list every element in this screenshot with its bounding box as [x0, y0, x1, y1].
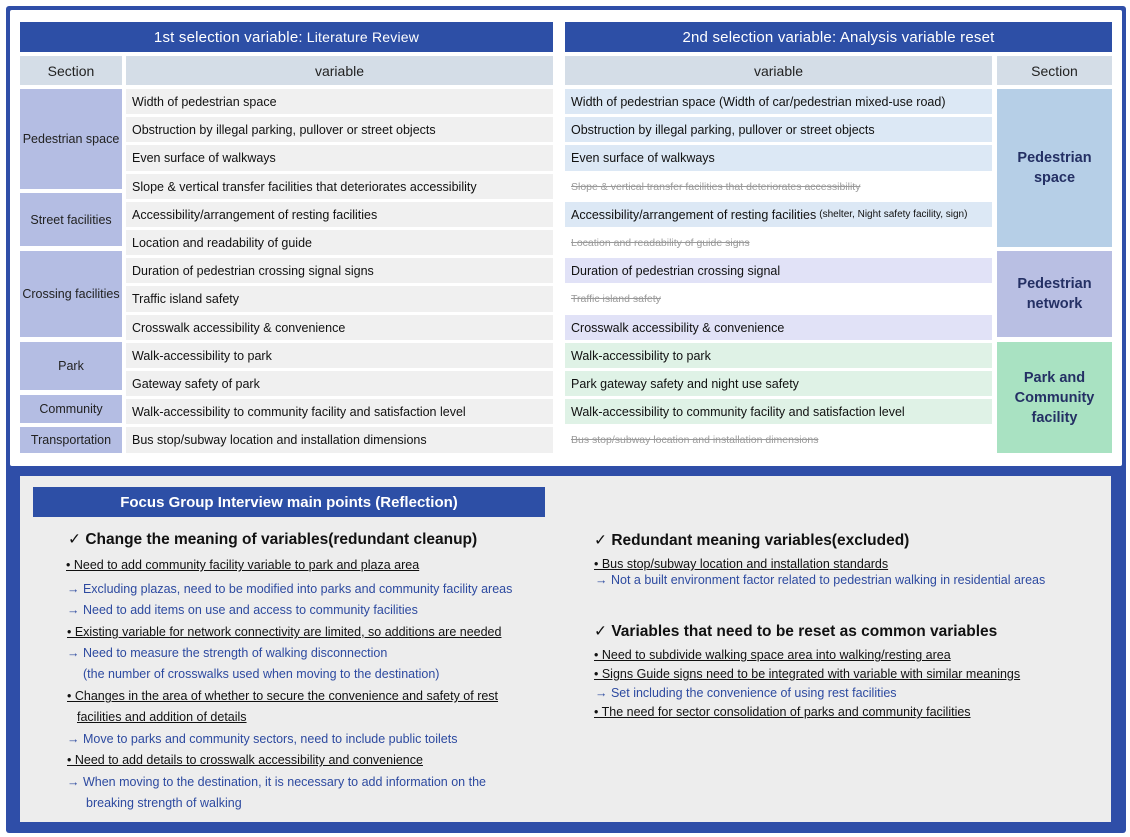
right-row	[565, 399, 992, 424]
left-section-park: Park	[20, 342, 122, 390]
right-row-text: Even surface of walkways	[571, 151, 715, 165]
left-section-pedestrian-space: Pedestrian space	[20, 89, 122, 189]
fgi-arrow: → When moving to the destination, it is necessary to add information on the	[67, 775, 486, 789]
right-row-excluded	[565, 427, 992, 453]
right-row	[565, 371, 992, 396]
right-row	[565, 202, 992, 227]
right-row-text: Location and readability of guide signs	[571, 236, 750, 249]
right-row	[565, 343, 992, 368]
right-table-title: 2nd selection variable: Analysis variable reset	[565, 22, 1112, 52]
left-section-community: Community	[20, 395, 122, 423]
left-heading	[68, 530, 477, 549]
right-row	[565, 145, 992, 171]
left-heading-text: Change the meaning of variables(redundant cleanup)	[85, 531, 478, 548]
left-row: Bus stop/subway location and installation dimensions	[126, 427, 553, 453]
right-row-text: Traffic island safety	[571, 293, 661, 305]
left-variable-header: variable	[126, 56, 553, 85]
left-table-title	[20, 22, 553, 52]
right-row	[565, 117, 992, 142]
right-row-text: Obstruction by illegal parking, pullover or street objects	[571, 122, 875, 137]
left-row: Slope & vertical transfer facilities that deteriorates accessibility	[126, 174, 553, 199]
fgi-arrow: → Move to parks and community sectors, need to include public toilets	[67, 732, 458, 746]
right-row-note: (shelter, Night safety facility, sign)	[819, 209, 968, 220]
fgi-bullet: • The need for sector consolidation of parks and community facilities	[594, 705, 971, 719]
left-row: Walk-accessibility to community facility and satisfaction level	[126, 399, 553, 424]
right-row-text: Walk-accessibility to community facility and satisfaction level	[571, 404, 905, 419]
left-row: Location and readability of guide	[126, 230, 553, 255]
check-icon: ✓	[594, 532, 607, 549]
fgi-arrow: → Excluding plazas, need to be modified into parks and community facility areas	[67, 582, 513, 596]
fgi-bullet: • Bus stop/subway location and installation standards	[594, 557, 889, 571]
check-icon: ✓	[68, 531, 81, 548]
fgi-arrow: → Set including the convenience of using rest facilities	[595, 686, 897, 700]
right-row-excluded	[565, 230, 992, 255]
right-row-excluded	[565, 174, 992, 199]
left-section-crossing-facilities: Crossing facilities	[20, 251, 122, 337]
fgi-arrow: → Not a built environment factor related to pedestrian walking in residential areas	[595, 573, 1046, 587]
fgi-bullet: • Signs Guide signs need to be integrated with variable with similar meanings	[594, 667, 1021, 681]
right-heading-1-text: Redundant meaning variables(excluded)	[611, 532, 910, 549]
right-row	[565, 89, 992, 114]
fgi-bullet: • Changes in the area of whether to secure the convenience and safety of rest	[67, 689, 499, 703]
fgi-arrow: → Need to add items on use and access to community facilities	[67, 603, 418, 617]
left-section-header: Section	[20, 56, 122, 85]
fgi-bullet-continuation: facilities and addition of details	[77, 710, 247, 724]
check-icon: ✓	[594, 623, 607, 640]
fgi-bullet: • Need to add details to crosswalk accessibility and convenience	[67, 753, 423, 767]
right-row-text: Walk-accessibility to park	[571, 348, 711, 363]
left-row: Gateway safety of park	[126, 371, 553, 396]
right-variable-header: variable	[565, 56, 992, 85]
left-row: Width of pedestrian space	[126, 89, 553, 114]
right-row-text: Crosswalk accessibility & convenience	[571, 320, 785, 335]
right-row	[565, 315, 992, 340]
right-row-text: Park gateway safety and night use safety	[571, 376, 799, 391]
fgi-arrow: → Need to measure the strength of walking disconnection	[67, 646, 388, 660]
right-row-text: Duration of pedestrian crossing signal	[571, 263, 781, 278]
left-section-transportation: Transportation	[20, 427, 122, 453]
right-row-text: Width of pedestrian space (Width of car/pedestrian mixed-use road)	[571, 94, 946, 109]
right-row-text: Slope & vertical transfer facilities that deteriorates accessibility	[571, 180, 861, 193]
right-heading-2-text: Variables that need to be reset as common variables	[611, 623, 998, 640]
left-title-sub: Literature Review	[306, 29, 420, 45]
right-row-text: Accessibility/arrangement of resting facilities	[571, 207, 817, 222]
left-title-main: 1st selection variable:	[153, 28, 303, 46]
fgi-bullet: • Need to subdivide walking space area into walking/resting area	[594, 648, 951, 662]
fgi-continuation: breaking strength of walking	[86, 796, 242, 810]
left-row: Accessibility/arrangement of resting facilities	[126, 202, 553, 227]
fgi-bullet: • Existing variable for network connectivity are limited, so additions are needed	[67, 625, 502, 639]
right-row-excluded	[565, 286, 992, 312]
right-heading-1	[594, 531, 909, 550]
fgi-continuation: (the number of crosswalks used when moving to the destination)	[83, 667, 440, 681]
right-heading-2	[594, 622, 997, 641]
right-row-text: Bus stop/subway location and installation dimensions	[571, 434, 819, 446]
left-row: Traffic island safety	[126, 286, 553, 312]
left-section-street-facilities: Street facilities	[20, 193, 122, 246]
fgi-title: Focus Group Interview main points (Reflection)	[33, 487, 545, 517]
left-row: Even surface of walkways	[126, 145, 553, 171]
left-row: Crosswalk accessibility & convenience	[126, 315, 553, 340]
left-row: Walk-accessibility to park	[126, 343, 553, 368]
fgi-bullet: • Need to add community facility variable to park and plaza area	[66, 558, 420, 572]
left-row: Obstruction by illegal parking, pullover or street objects	[126, 117, 553, 142]
left-row: Duration of pedestrian crossing signal signs	[126, 258, 553, 283]
right-section-pedestrian-space: Pedestrian space	[997, 89, 1112, 247]
right-section-park-community: Park and Community facility	[997, 342, 1112, 453]
right-section-header: Section	[997, 56, 1112, 85]
right-row	[565, 258, 992, 283]
right-section-pedestrian-network: Pedestrian network	[997, 251, 1112, 337]
